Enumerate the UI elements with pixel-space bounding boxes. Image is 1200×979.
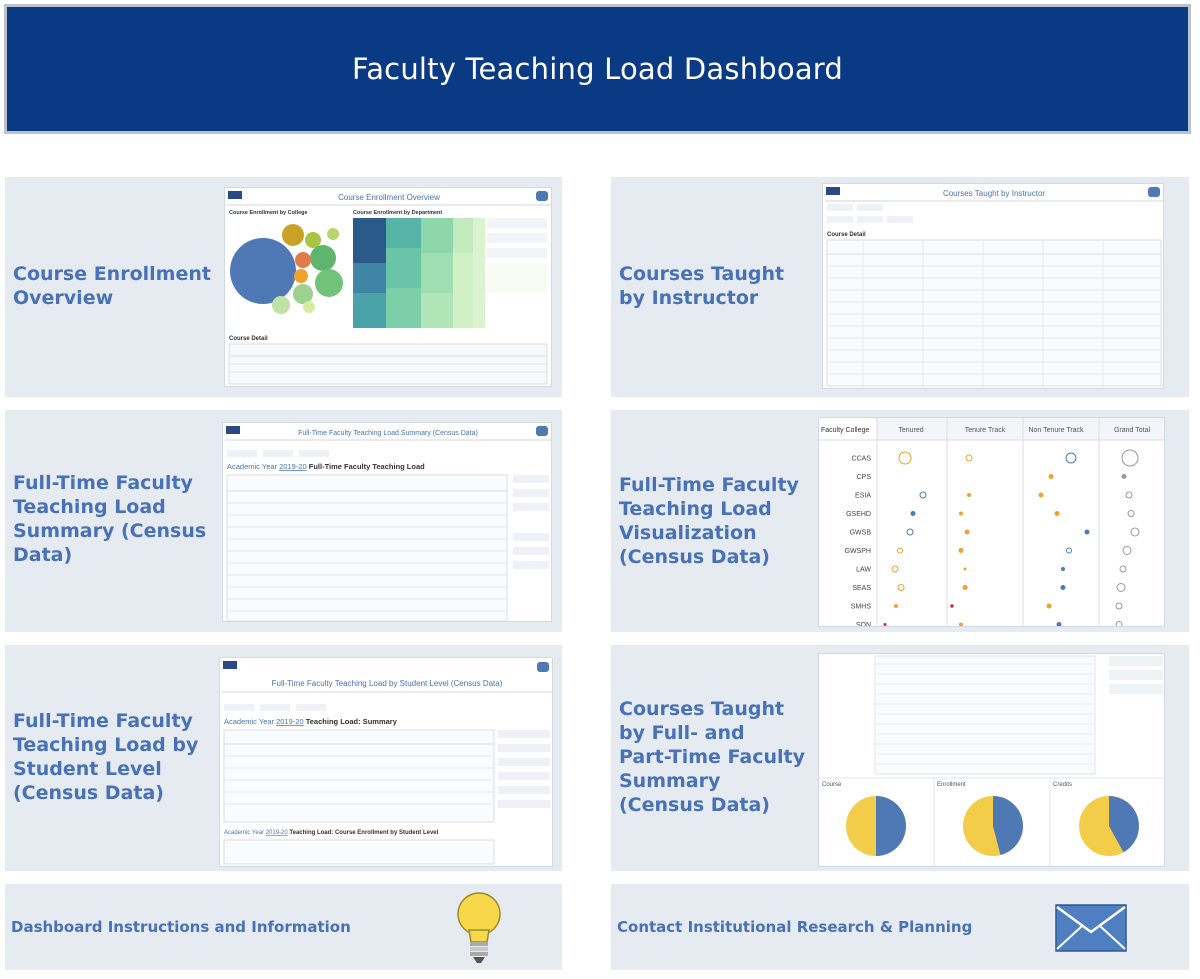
tile-ft-teaching-load-visualization[interactable] bbox=[611, 410, 1189, 632]
tile-ft-teaching-load-summary[interactable] bbox=[5, 410, 562, 632]
tile-label: Full-Time Faculty Teaching Load Summary (Census Data) bbox=[13, 472, 207, 566]
viz-mark bbox=[966, 455, 972, 461]
viz-header-grand-total: Grand Total bbox=[1113, 427, 1151, 434]
tile-label: Courses Taught by Instructor bbox=[619, 263, 785, 309]
thumb-detail-heading: Course Detail bbox=[827, 232, 866, 238]
thumb-subheading-suffix: Full-Time Faculty Teaching Load bbox=[306, 462, 425, 471]
viz-mark bbox=[907, 529, 913, 535]
viz-mark bbox=[1122, 450, 1138, 466]
viz-mark bbox=[1062, 568, 1065, 571]
viz-mark bbox=[899, 452, 911, 464]
viz-mark bbox=[1122, 475, 1126, 479]
svg-text:Academic Year 2019-20 Teaching bbox=[224, 717, 398, 726]
viz-college-label: GWSPH bbox=[844, 548, 871, 555]
thumb-title: Full-Time Faculty Teaching Load by Student Level (Census Data) bbox=[271, 679, 503, 688]
viz-college-label: SON bbox=[855, 622, 871, 627]
viz-college-label: ESIA bbox=[855, 492, 871, 500]
thumbnail-ft-load-student-level bbox=[219, 657, 553, 867]
viz-mark bbox=[898, 585, 904, 591]
viz-mark bbox=[959, 549, 963, 553]
viz-mark bbox=[968, 494, 971, 497]
contact-label: Contact Institutional Research & Planning bbox=[617, 918, 973, 936]
viz-header-college: Faculty College bbox=[821, 427, 870, 434]
viz-college-label: GWSB bbox=[849, 529, 871, 537]
viz-college-label: LAW bbox=[856, 566, 871, 574]
viz-college-label: CCAS bbox=[851, 455, 871, 463]
viz-mark bbox=[963, 586, 967, 590]
viz-mark bbox=[951, 605, 953, 607]
tile-ft-load-by-student-level[interactable] bbox=[5, 645, 562, 871]
pie-label-course: Course bbox=[822, 782, 842, 788]
viz-mark bbox=[1057, 623, 1061, 627]
thumb-year-link: 2019-20 bbox=[279, 462, 307, 471]
viz-mark bbox=[1120, 566, 1126, 572]
tile-label: Courses Taught by Full- and Part-Time Faculty Summary (Census Data) bbox=[619, 698, 806, 816]
viz-mark bbox=[1131, 528, 1139, 536]
tile-dashboard-instructions[interactable] bbox=[5, 884, 562, 970]
pie-label-credits: Credits bbox=[1053, 782, 1073, 788]
thumb-title: Full-Time Faculty Teaching Load Summary (Census Data) bbox=[298, 430, 478, 437]
viz-college-label: SMHS bbox=[850, 603, 871, 611]
thumbnail-ft-pt-summary bbox=[818, 653, 1165, 867]
viz-mark bbox=[895, 605, 898, 608]
tile-courses-taught-by-instructor[interactable] bbox=[611, 177, 1189, 397]
viz-header-non-tenure-track: Non Tenure Track bbox=[1028, 427, 1084, 434]
thumb-second-prefix: Academic Year bbox=[224, 830, 266, 836]
viz-mark bbox=[960, 512, 963, 515]
dashboard-header bbox=[4, 4, 1191, 134]
viz-mark bbox=[1123, 547, 1131, 555]
viz-college-label: SEAS bbox=[852, 585, 871, 592]
svg-text:Academic Year 2019-20 Teaching bbox=[224, 830, 439, 836]
viz-college-label: CPS bbox=[856, 474, 871, 481]
viz-mark bbox=[1085, 530, 1089, 534]
viz-mark bbox=[1117, 584, 1125, 592]
tile-label: Full-Time Faculty Teaching Load Visualization (Census Data) bbox=[619, 474, 799, 568]
viz-mark bbox=[964, 568, 966, 570]
viz-mark bbox=[1055, 512, 1059, 516]
lightbulb-icon bbox=[449, 890, 509, 973]
viz-mark bbox=[1039, 493, 1043, 497]
thumb-subtitle-left: Course Enrollment by College bbox=[229, 210, 308, 216]
viz-mark bbox=[1126, 492, 1132, 498]
viz-mark bbox=[920, 492, 926, 498]
viz-college-label: GSEHD bbox=[846, 511, 871, 518]
thumb-year-link: 2019-20 bbox=[276, 717, 304, 726]
thumb-detail-heading: Course Detail bbox=[229, 336, 268, 342]
viz-mark bbox=[1047, 604, 1051, 608]
viz-mark bbox=[1061, 586, 1065, 590]
viz-mark bbox=[965, 530, 969, 534]
viz-header-tenure-track: Tenure Track bbox=[964, 427, 1006, 434]
thumb-subtitle-right: Course Enrollment by Department bbox=[353, 210, 443, 216]
viz-mark bbox=[1049, 475, 1053, 479]
thumbnail-course-enrollment bbox=[224, 187, 552, 387]
tile-contact-irp[interactable] bbox=[611, 884, 1189, 970]
page-title: Faculty Teaching Load Dashboard bbox=[351, 52, 844, 86]
viz-mark bbox=[898, 548, 903, 553]
thumb-second-suffix: Teaching Load: Course Enrollment by Student Level bbox=[287, 830, 439, 836]
viz-mark bbox=[911, 512, 915, 516]
tile-courses-ft-pt-summary[interactable] bbox=[611, 645, 1189, 871]
tile-label: Full-Time Faculty Teaching Load by Student Level (Census Data) bbox=[13, 710, 199, 804]
viz-mark bbox=[1066, 453, 1076, 463]
viz-mark bbox=[1116, 622, 1122, 628]
viz-mark bbox=[884, 624, 886, 626]
tile-course-enrollment-overview[interactable] bbox=[5, 177, 562, 397]
thumbnail-ft-load-summary bbox=[222, 422, 552, 622]
thumbnail-ft-load-visualization bbox=[818, 417, 1165, 627]
viz-mark bbox=[892, 566, 898, 572]
envelope-icon bbox=[1055, 904, 1127, 957]
pie-slice-blue bbox=[876, 796, 906, 856]
thumb-title: Course Enrollment Overview bbox=[338, 193, 440, 202]
svg-text:Academic Year 2019-20 Full-Tim bbox=[227, 462, 425, 471]
thumb-second-year: 2019-20 bbox=[265, 830, 288, 836]
pie-label-enrollment: Enrollment bbox=[937, 782, 966, 788]
viz-mark bbox=[960, 623, 963, 626]
instructions-label: Dashboard Instructions and Information bbox=[11, 918, 351, 936]
thumb-subheading-prefix: Academic Year bbox=[224, 717, 277, 726]
tile-label: Course Enrollment Overview bbox=[13, 263, 211, 309]
viz-header-tenured: Tenured bbox=[898, 427, 924, 434]
viz-mark bbox=[1128, 511, 1134, 517]
thumb-subheading-prefix: Academic Year bbox=[227, 462, 280, 471]
thumb-title: Courses Taught by Instructor bbox=[942, 189, 1046, 198]
thumb-subheading-suffix: Teaching Load: Summary bbox=[303, 717, 397, 726]
thumbnail-courses-by-instructor bbox=[822, 183, 1164, 389]
viz-mark bbox=[1116, 603, 1122, 609]
viz-mark bbox=[1067, 548, 1072, 553]
